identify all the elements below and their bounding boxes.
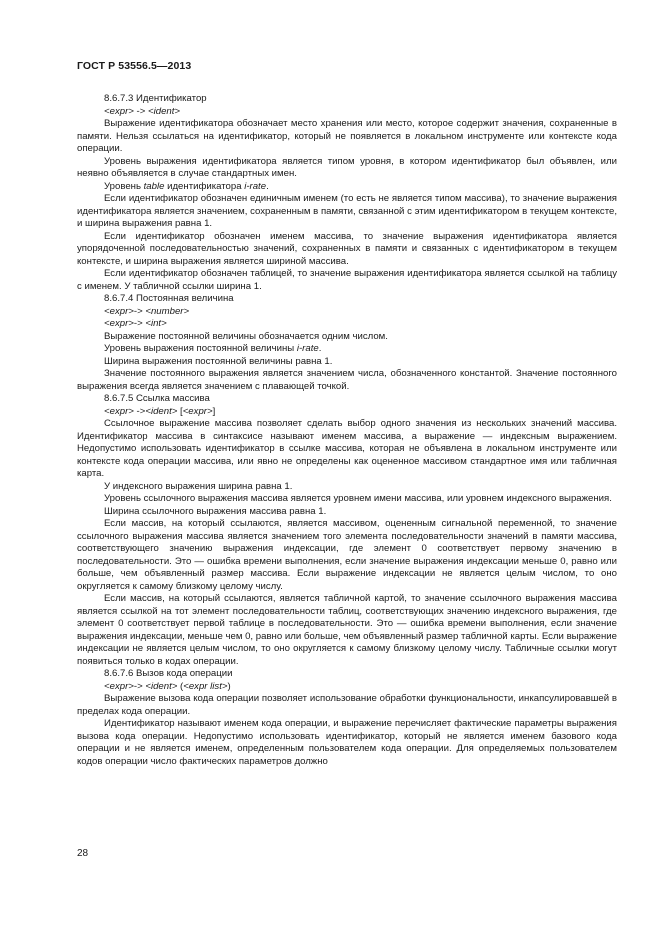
- paragraph: Если идентификатор обозначен таблицей, то значение выражения идентификатора является ссылкой на таблицу с именем. У табличной ссылки ширина 1.: [77, 268, 617, 292]
- paragraph: Выражение постоянной величины обозначается одним числом.: [104, 330, 388, 342]
- standard-designation: ГОСТ Р 53556.5—2013: [77, 60, 192, 72]
- paragraph: Значение постоянного выражения является значением числа, обозначенного константой. Значение постоянного выражения всегда является значением с плавающей точкой.: [77, 368, 617, 392]
- document-body: [77, 93, 617, 768]
- syntax-formula: <expr>-> <int>: [104, 318, 167, 329]
- paragraph: Ссылочное выражение массива позволяет сделать выбор одного значения из нескольких значений массива. Идентификатор массива в синтаксисе называют именем массива, а выражение — индексным выражением. Недопустимо использовать идентификатор в ссылке массива, которая не объявлена в локальном инструменте или контексте кода операции массива, или явно не определены как оцененное массивом стандартное имя или табличная карта.: [77, 418, 617, 479]
- paragraph: У индексного выражения ширина равна 1.: [104, 480, 293, 492]
- section-heading-8-6-7-5: 8.6.7.5 Ссылка массива: [104, 393, 210, 404]
- paragraph: Уровень выражения идентификатора является типом уровня, в котором идентификатор был объявлен, или неявно объявляется в случае стандартных имен.: [77, 155, 617, 179]
- syntax-formula: <expr>-> <ident> (<expr list>): [104, 680, 231, 692]
- paragraph: Если массив, на который ссылаются, является массивом, оцененным сигнальной переменной, то значение ссылочного выражения массива является значением того элемента последовательности значений в памяти массива, соответствующего значению выражения индексации, где элемент 0 соответствует первому значению в последовательности. Это — ошибка времени выполнения, если значение выражения индексации меньше 0, равно или больше, чем объявленный размер массива. Если выражение индексации не является целым числом, то оно округляется к самому близкому целому числу.: [77, 518, 617, 592]
- syntax-formula: <expr> -><ident> [<expr>]: [104, 405, 216, 417]
- section-heading-8-6-7-4: 8.6.7.4 Постоянная величина: [104, 293, 234, 304]
- syntax-formula: <expr> -> <ident>: [104, 105, 181, 117]
- section-heading-8-6-7-6: 8.6.7.6 Вызов кода операции: [104, 668, 233, 679]
- paragraph: Идентификатор называют именем кода операции, и выражение перечисляет фактические параметры выражения вызова кода операции. Недопустимо использовать идентификатор, который не является именем базового кода операции и не является именем, определенным пользователем кода операции. Для определяемых пользователем кодов операции число фактических параметров должно: [77, 718, 617, 767]
- paragraph: Уровень ссылочного выражения массива является уровнем имени массива, или уровнем индексного выражения.: [104, 493, 612, 504]
- page-number: 28: [77, 848, 89, 859]
- paragraph: Выражение вызова кода операции позволяет использование обработки функциональности, инкапсулировавшей в пределах кода операции.: [77, 693, 617, 717]
- paragraph: Если массив, на который ссылаются, является табличной картой, то значение ссылочного выражения массива является ссылкой на тот элемент последовательности таблиц, соответствующих значению индексного выражения, где элемент 0 соответствует первой таблице в последовательности. Это — ошибка времени выполнения, если значение выражения индексации, меньше чем 0, равно или больше, чем объявленный размер табличной карты. Если выражение индексации не является целым числом, то оно округляется к самому близкому целому числу. Табличные ссылки могут появиться только в кодах операции.: [77, 593, 617, 667]
- paragraph: Уровень table идентификатора i-rate.: [104, 180, 269, 192]
- paragraph: Ширина выражения постоянной величины равна 1.: [104, 355, 333, 367]
- paragraph: Если идентификатор обозначен единичным именем (то есть не является типом массива), то значение выражения идентификатора является значением, сохраненным в памяти, связанной с этим идентификатором в текущем контексте, и ширина выражения равна 1.: [77, 193, 617, 229]
- paragraph: Ширина ссылочного выражения массива равна 1.: [104, 505, 327, 517]
- paragraph: Если идентификатор обозначен именем массива, то значение выражения идентификатора является упорядоченной последовательностью значений, сохраненных в памяти и связанных с идентификатором в текущем контексте, и ширина выражения является шириной массива.: [77, 230, 617, 267]
- syntax-formula: <expr>-> <number>: [104, 305, 190, 317]
- paragraph: Выражение идентификатора обозначает место хранения или место, которое содержит значения, сохраненные в памяти. Нельзя ссылаться на идентификатор, который не появляется в локальном инструменте или контексте кода операции.: [77, 118, 617, 154]
- section-heading-8-6-7-3: 8.6.7.3 Идентификатор: [104, 93, 207, 104]
- paragraph: Уровень выражения постоянной величины i-rate.: [104, 343, 322, 354]
